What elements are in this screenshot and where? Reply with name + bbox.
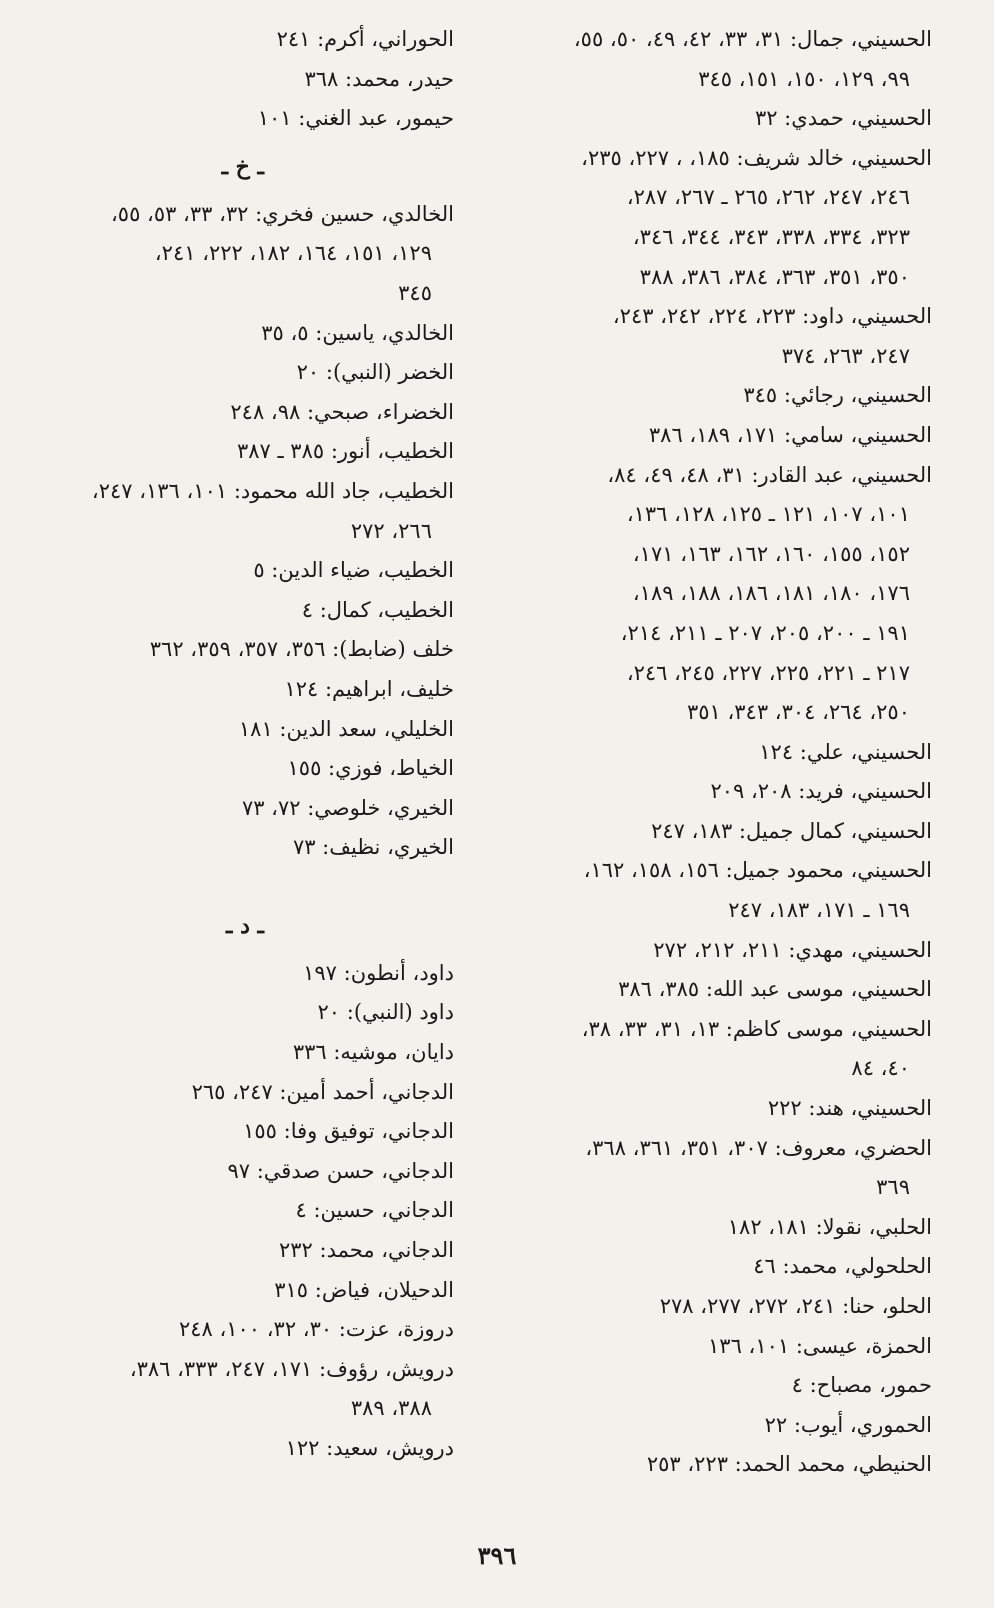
index-entry-continuation: ١٦٩ ـ ١٧١، ١٨٣، ٢٤٧	[728, 898, 910, 923]
index-entry: درويش، رؤوف: ١٧١، ٢٤٧، ٣٣٣، ٣٨٦،	[129, 1356, 454, 1381]
index-entry-continuation: ٣٥٠، ٣٥١، ٣٦٣، ٣٨٤، ٣٨٦، ٣٨٨	[639, 264, 910, 289]
index-entry: الدجاني، محمد: ٢٣٢	[279, 1238, 454, 1263]
index-entry: الحلبي، نقولا: ١٨١، ١٨٢	[727, 1214, 932, 1239]
index-entry: حمور، مصباح: ٤	[791, 1373, 932, 1398]
index-entry: الحسيني، رجائي: ٣٤٥	[743, 383, 932, 408]
index-entry: الحسيني، موسى كاظم: ١٣، ٣١، ٣٣، ٣٨،	[581, 1016, 932, 1041]
index-entry: الحضري، معروف: ٣٠٧، ٣٥١، ٣٦١، ٣٦٨،	[585, 1135, 932, 1160]
index-entry: الحموري، أيوب: ٢٢	[764, 1412, 932, 1437]
index-entry: الخالدي، حسين فخري: ٣٢، ٣٣، ٥٣، ٥٥،	[111, 201, 454, 226]
index-entry-continuation: ٢٤٦، ٢٤٧، ٢٦٢، ٢٦٥ ـ ٢٦٧، ٢٨٧،	[626, 185, 910, 210]
index-entry: داود (النبي): ٢٠	[317, 1000, 454, 1025]
index-entry: خلف (ضابط): ٣٥٦، ٣٥٧، ٣٥٩، ٣٦٢	[149, 637, 454, 662]
index-column-right	[502, 20, 932, 1485]
index-entry-continuation: ١٢٩، ١٥١، ١٦٤، ١٨٢، ٢٢٢، ٢٤١،	[154, 241, 432, 266]
index-entry-continuation: ١٩١ ـ ٢٠٠، ٢٠٥، ٢٠٧ ـ ٢١١، ٢١٤،	[620, 620, 910, 645]
index-entry: الحسيني، فريد: ٢٠٨، ٢٠٩	[710, 779, 932, 804]
index-entry: الحوراني، أكرم: ٢٤١	[276, 27, 454, 51]
index-entry: الحسيني، هند: ٢٢٢	[767, 1096, 932, 1121]
index-column-left	[34, 20, 454, 1469]
index-entry: الدجاني، حسن صدقي: ٩٧	[227, 1158, 454, 1183]
index-entry: الخطيب، كمال: ٤	[301, 597, 454, 622]
index-entry: الدجاني، توفيق وفا: ١٥٥	[243, 1119, 454, 1144]
index-entry: الحسيني، حمدي: ٣٢	[754, 106, 932, 131]
index-entry-continuation: ٢٦٦، ٢٧٢	[350, 518, 432, 543]
index-entry-continuation: ١٠١، ١٠٧، ١٢١ ـ ١٢٥، ١٢٨، ١٣٦،	[626, 502, 910, 527]
index-entry: خليف، ابراهيم: ١٢٤	[284, 676, 454, 701]
index-group-dal	[34, 954, 454, 1469]
index-entry: الخضر (النبي): ٢٠	[296, 360, 454, 385]
index-entry: حيدر، محمد: ٣٦٨	[304, 66, 454, 91]
index-entry: الخيري، خلوصي: ٧٢، ٧٣	[241, 795, 454, 820]
index-entry: الحسيني، مهدي: ٢١١، ٢١٢، ٢٧٢	[653, 937, 932, 962]
index-entry: الحلو، حنا: ٢٤١، ٢٧٢، ٢٧٧، ٢٧٨	[659, 1294, 932, 1318]
index-entry-continuation: ٣٢٣، ٣٣٤، ٣٣٨، ٣٤٣، ٣٤٤، ٣٤٦،	[632, 224, 910, 249]
index-entry-continuation: ٣٦٩	[876, 1175, 910, 1200]
index-entry: الحنيطي، محمد الحمد: ٢٢٣، ٢٥٣	[646, 1452, 932, 1477]
index-entry: درويش، سعيد: ١٢٢	[285, 1436, 454, 1460]
index-entry-continuation: ٢٥٠، ٢٦٤، ٣٠٤، ٣٤٣، ٣٥١	[686, 700, 910, 725]
index-entry: الحسيني، جمال: ٣١، ٣٣، ٤٢، ٤٩، ٥٠، ٥٥،	[573, 27, 932, 51]
index-entry: دايان، موشيه: ٣٣٦	[292, 1040, 454, 1065]
index-entry: الخيري، نظيف: ٧٣	[292, 835, 454, 860]
index-entry: الخطيب، أنور: ٣٨٥ ـ ٣٨٧	[236, 439, 454, 464]
section-heading-dal: ـ د ـ	[225, 912, 264, 939]
index-entry: الحسيني، خالد شريف: ١٨٥، ، ٢٢٧، ٢٣٥،	[581, 145, 932, 170]
index-entry: الحسيني، داود: ٢٢٣، ٢٢٤، ٢٤٢، ٢٤٣،	[612, 304, 932, 329]
page-number: ٣٩٦	[477, 1541, 517, 1570]
index-entry: الحسيني، كمال جميل: ١٨٣، ٢٤٧	[651, 818, 932, 843]
index-entry-continuation: ٣٨٨، ٣٨٩	[350, 1396, 432, 1421]
index-entry: الحلحولي، محمد: ٤٦	[753, 1254, 932, 1279]
index-entry: الدجاني، أحمد أمين: ٢٤٧، ٢٦٥	[191, 1079, 454, 1104]
index-entry: الحسيني، علي: ١٢٤	[759, 739, 932, 764]
index-entry: الدحيلان، فياض: ٣١٥	[274, 1277, 454, 1302]
index-entry-continuation: ٤٠، ٨٤	[851, 1056, 910, 1081]
index-entry: الخضراء، صبحي: ٩٨، ٢٤٨	[230, 399, 454, 424]
index-group-kha	[34, 195, 454, 868]
index-entry: داود، أنطون: ١٩٧	[303, 960, 454, 985]
index-entry-continuation: ٢٤٧، ٢٦٣، ٣٧٤	[781, 343, 910, 368]
index-entry-continuation: ١٧٦، ١٨٠، ١٨١، ١٨٦، ١٨٨، ١٨٩،	[632, 581, 910, 606]
index-entry-continuation: ٩٩، ١٢٩، ١٥٠، ١٥١، ٣٤٥	[698, 66, 910, 91]
index-entry: الحمزة، عيسى: ١٠١، ١٣٦	[708, 1333, 932, 1358]
index-entry-continuation: ٣٤٥	[398, 280, 432, 305]
index-entry: الدجاني، حسين: ٤	[295, 1198, 454, 1223]
index-entry-continuation: ١٥٢، ١٥٥، ١٦٠، ١٦٢، ١٦٣، ١٧١،	[632, 541, 910, 566]
index-entry: حيمور، عبد الغني: ١٠١	[257, 106, 454, 131]
index-entry: دروزة، عزت: ٣٠، ٣٢، ١٠٠، ٢٤٨	[178, 1317, 454, 1342]
index-entry: الخليلي، سعد الدين: ١٨١	[238, 716, 454, 741]
index-entry: الخياط، فوزي: ١٥٥	[287, 756, 454, 781]
index-entry: الخطيب، ضياء الدين: ٥	[253, 558, 454, 583]
section-heading-kha: ـ خ ـ	[221, 153, 264, 180]
index-group-ha-continued	[34, 20, 454, 139]
index-entry: الحسيني، محمود جميل: ١٥٦، ١٥٨، ١٦٢،	[583, 858, 932, 883]
index-entry: الخالدي، ياسين: ٥، ٣٥	[261, 320, 454, 345]
index-entry: الحسيني، عبد القادر: ٣١، ٤٨، ٤٩، ٨٤،	[607, 462, 932, 487]
index-entry-continuation: ٢١٧ ـ ٢٢١، ٢٢٥، ٢٢٧، ٢٤٥، ٢٤٦،	[626, 660, 910, 685]
index-entry: الحسيني، سامي: ١٧١، ١٨٩، ٣٨٦	[648, 422, 932, 447]
index-entry: الحسيني، موسى عبد الله: ٣٨٥، ٣٨٦	[618, 977, 932, 1002]
index-entry: الخطيب، جاد الله محمود: ١٠١، ١٣٦، ٢٤٧،	[91, 478, 454, 503]
